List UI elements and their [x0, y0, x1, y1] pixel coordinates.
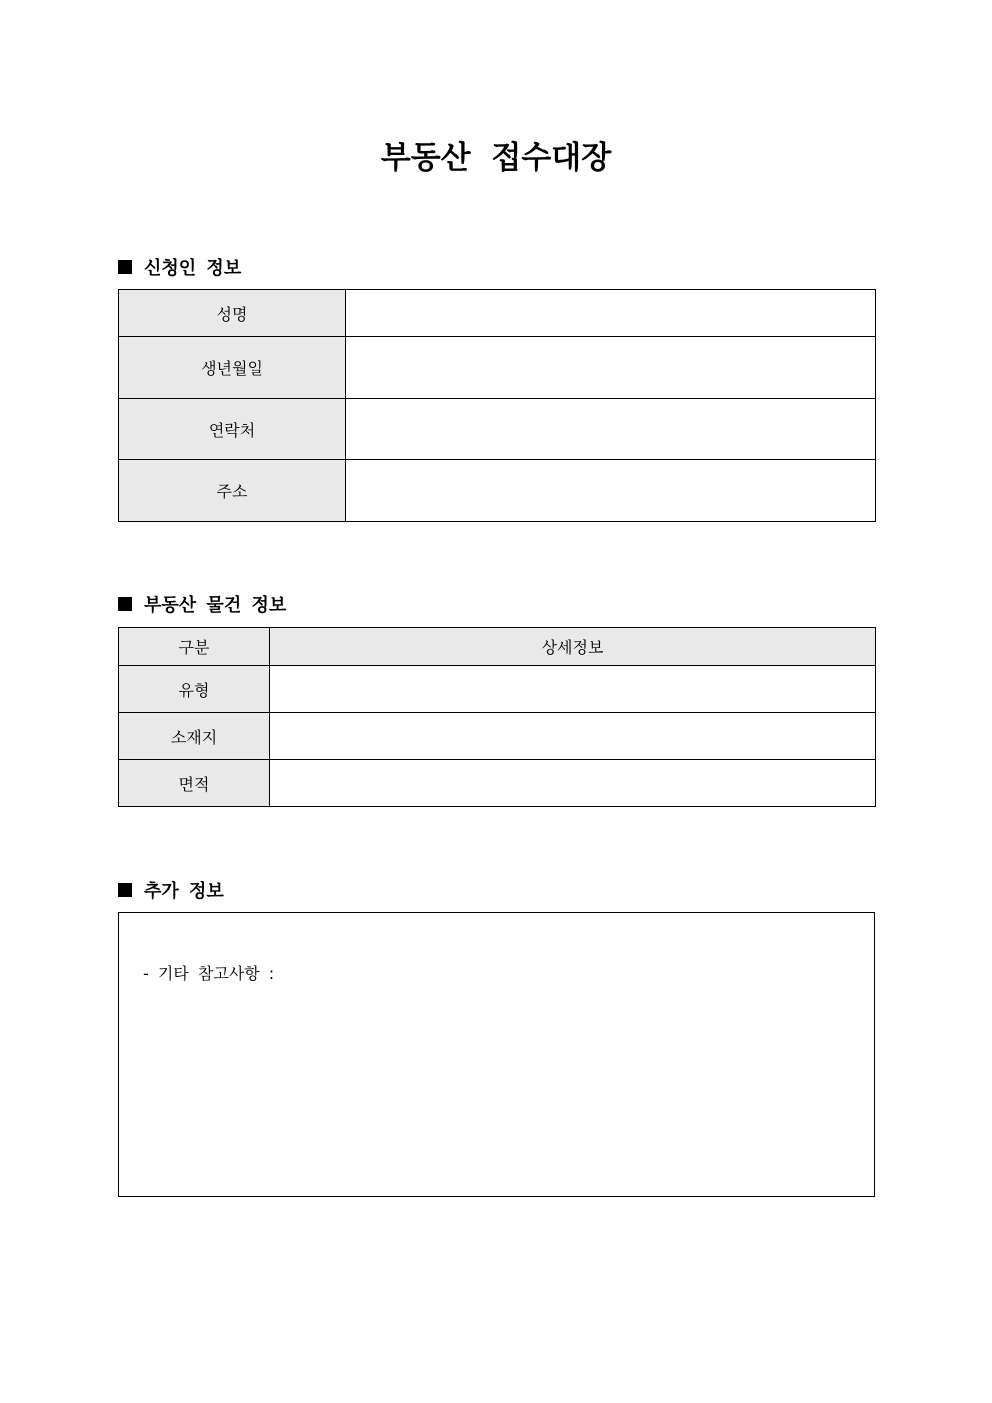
square-bullet-icon: [118, 597, 132, 611]
other-notes-label: - 기타 참고사항 :: [143, 964, 275, 983]
type-field[interactable]: [270, 666, 876, 713]
table-row: [119, 337, 876, 399]
applicant-heading-text: 신청인 정보: [144, 258, 242, 279]
birthdate-label: 생년월일: [119, 337, 346, 399]
additional-notes-box[interactable]: [118, 912, 875, 1197]
property-section-heading: [118, 591, 286, 617]
address-label: 주소: [119, 460, 346, 522]
additional-heading-text: 추가 정보: [144, 881, 224, 902]
notes-line: [143, 961, 274, 984]
table-row: [119, 760, 876, 807]
table-row: [119, 290, 876, 337]
name-field[interactable]: [346, 290, 876, 337]
area-label: 면적: [119, 760, 270, 807]
table-header-row: [119, 628, 876, 666]
property-table: [118, 627, 876, 807]
square-bullet-icon: [118, 260, 132, 274]
applicant-table: [118, 289, 876, 522]
location-field[interactable]: [270, 713, 876, 760]
address-field[interactable]: [346, 460, 876, 522]
additional-section-heading: [118, 877, 224, 903]
details-header: 상세정보: [270, 628, 876, 666]
birthdate-field[interactable]: [346, 337, 876, 399]
table-row: [119, 713, 876, 760]
contact-field[interactable]: [346, 399, 876, 460]
square-bullet-icon: [118, 883, 132, 897]
category-header: 구분: [119, 628, 270, 666]
page-title: 부동산 접수대장: [380, 140, 612, 176]
location-label: 소재지: [119, 713, 270, 760]
contact-label: 연락처: [119, 399, 346, 460]
area-field[interactable]: [270, 760, 876, 807]
applicant-section-heading: [118, 254, 241, 280]
table-row: [119, 399, 876, 460]
table-row: [119, 460, 876, 522]
type-label: 유형: [119, 666, 270, 713]
table-row: [119, 666, 876, 713]
name-label: 성명: [119, 290, 346, 337]
property-heading-text: 부동산 물건 정보: [144, 595, 287, 616]
